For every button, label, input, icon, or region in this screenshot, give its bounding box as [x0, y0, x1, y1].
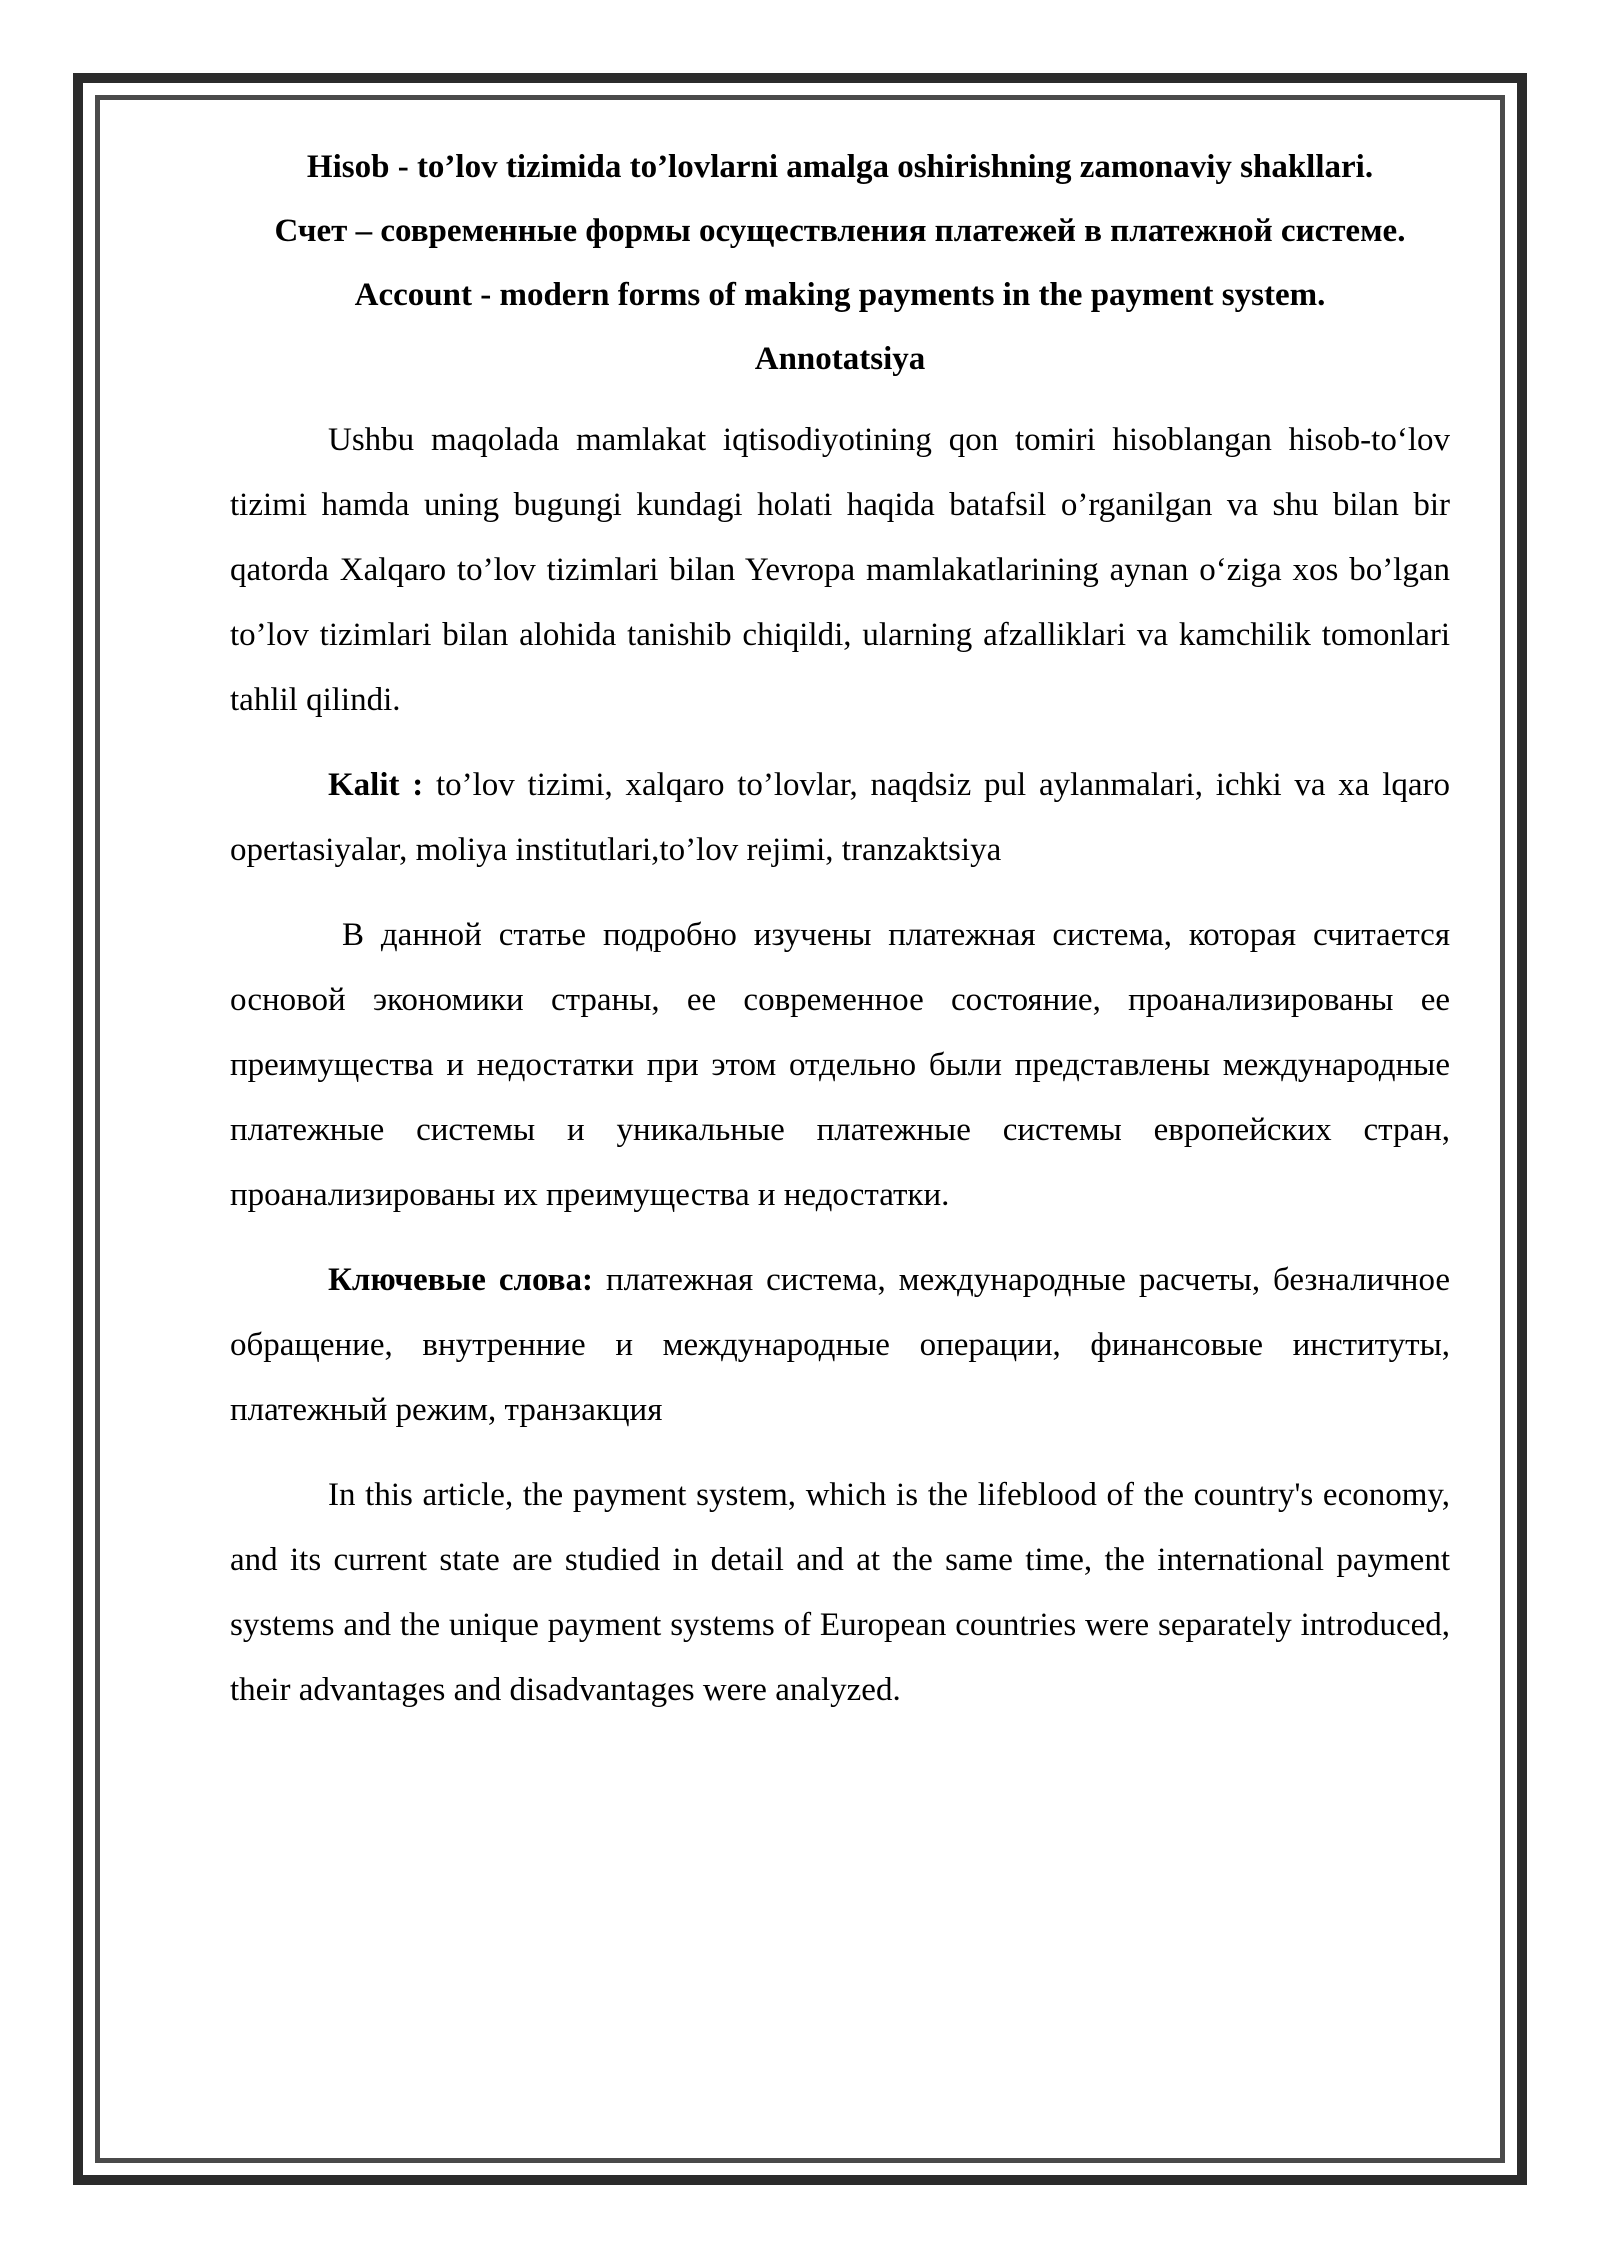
abstract-russian: В данной статье подробно изучены платежная система, которая считается основой экономики страны, ее современное состояние, проанализированы ее преимущества и недостатки при этом отдельно были представлены международные платежные системы и уникальные платежные системы европейских стран, проанализированы их преимущества и недостатки. — [230, 917, 1450, 1213]
title-uzbek: Hisob - to’lov tizimida to’lovlarni amalga oshirishning zamonaviy shakllari. — [306, 149, 1374, 185]
keywords-uzbek-text: to’lov tizimi, xalqaro to’lovlar, naqdsiz pul aylanmalari, ichki va xa lqaro opertasiyalar, moliya institutlari,to’lov rejimi, tranzaktsiya — [230, 767, 1451, 868]
keywords-russian-text: платежная система, международные расчеты, безналичное обращение, внутренние и международные операции, финансовые институты, платежный режим, транзакция — [230, 1262, 1451, 1428]
keywords-uzbek — [230, 753, 1450, 883]
title-russian: Счет – современные формы осуществления платежей в платежной системе. — [274, 213, 1406, 249]
keywords-russian-label: Ключевые слова: — [328, 1262, 593, 1298]
annotation-heading: Annotatsiya — [754, 341, 926, 377]
abstract-english: In this article, the payment system, which is the lifeblood of the country's economy, and its current state are studied in detail and at the same time, the international payment systems and the unique payment systems of European countries were separately introduced, their advantages and disadvantages were analyzed. — [230, 1477, 1450, 1708]
keywords-uzbek-label: Kalit : — [328, 767, 424, 803]
keywords-russian — [230, 1248, 1450, 1443]
title-english: Account - modern forms of making payments in the payment system. — [354, 277, 1326, 313]
document-body — [230, 150, 1450, 1743]
abstract-uzbek: Ushbu maqolada mamlakat iqtisodiyotining qon tomiri hisoblangan hisob-to‘lov tizimi hamda uning bugungi kundagi holati haqida batafsil o’rganilgan va shu bilan bir qatorda Xalqaro to’lov tizimlari bilan Yevropa mamlakatlarining aynan o‘ziga xos bo’lgan to’lov tizimlari bilan alohida tanishib chiqildi, ularning afzalliklari va kamchilik tomonlari tahlil qilindi. — [230, 422, 1450, 718]
